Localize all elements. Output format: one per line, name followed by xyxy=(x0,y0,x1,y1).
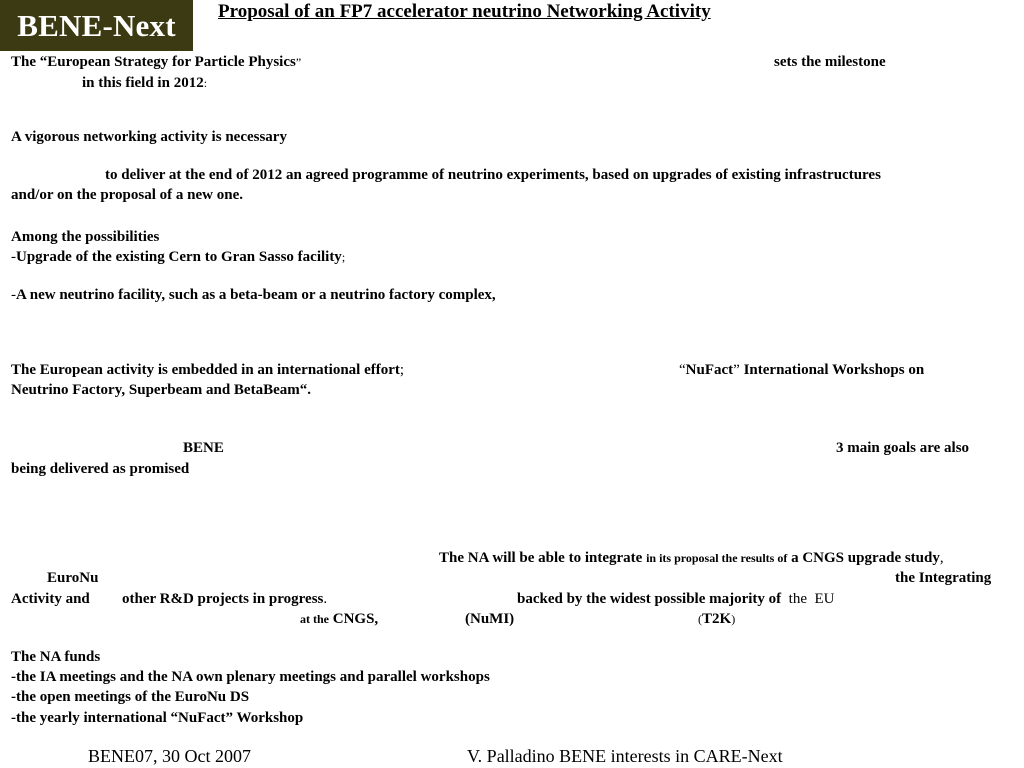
quote-close: ” xyxy=(733,362,740,378)
na-activity: Activity and xyxy=(11,591,90,607)
period: . xyxy=(323,591,328,607)
bene-line-2: being delivered as promised xyxy=(11,461,190,477)
funds-item: -the IA meetings and the NA own plenary meetings and parallel workshops xyxy=(11,669,490,685)
quote-open: “ xyxy=(679,362,686,378)
na-at-the: at the xyxy=(300,612,329,626)
european-line-1 xyxy=(11,361,404,379)
european-line-2: Neutrino Factory, Superbeam and BetaBeam“. xyxy=(11,382,311,398)
na-line-1 xyxy=(439,549,944,567)
footer-right: V. Palladino BENE interests in CARE-Next xyxy=(467,746,783,766)
na-integrating: the Integrating xyxy=(895,570,992,586)
bene-goals: 3 main goals are also xyxy=(836,440,970,456)
nufact-name: NuFact xyxy=(685,362,734,378)
possibility-text-1: Upgrade of the existing Cern to Gran Sasso facility xyxy=(16,249,342,265)
nufact-line xyxy=(679,361,924,379)
paren-open: ( xyxy=(698,612,702,626)
strategy-colon: : xyxy=(203,76,208,90)
na-at-cngs xyxy=(300,610,378,628)
na-t2k: T2K xyxy=(702,611,732,627)
funds-heading: The NA funds xyxy=(11,649,101,665)
funds-item: -the open meetings of the EuroNu DS xyxy=(11,689,250,705)
semicolon: ; xyxy=(399,362,405,378)
possibilities-heading: Among the possibilities xyxy=(11,229,160,245)
bene-name: BENE xyxy=(183,440,224,456)
na-backed-line xyxy=(517,590,835,608)
dash: - xyxy=(11,287,16,303)
semicolon: ; xyxy=(341,250,346,264)
possibility-item-2 xyxy=(11,286,496,304)
strategy-text: The “European Strategy for Particle Physics xyxy=(11,54,296,70)
slide-title: Proposal of an FP7 accelerator neutrino Networking Activity xyxy=(218,1,711,22)
possibility-text-2: A new neutrino facility, such as a beta-beam or a neutrino factory complex, xyxy=(16,287,496,303)
possibility-item-1 xyxy=(11,248,345,266)
deliver-line-2: and/or on the proposal of a new one. xyxy=(11,187,243,203)
nufact-workshops: International Workshops on xyxy=(743,362,925,378)
strategy-line xyxy=(11,53,301,71)
bene-next-logo: BENE-Next xyxy=(0,0,193,51)
na-eu: EU xyxy=(814,591,835,607)
na-backed: backed by the widest possible majority of xyxy=(517,591,782,607)
paren-close: ) xyxy=(731,612,736,626)
strategy-field: in this field in 2012 xyxy=(82,75,204,91)
footer-left: BENE07, 30 Oct 2007 xyxy=(88,746,251,766)
na-numi: (NuMI) xyxy=(465,611,515,627)
na-integrate: The NA will be able to integrate xyxy=(439,550,643,566)
na-results: in its proposal the results of xyxy=(646,551,788,565)
funds-item: -the yearly international “NuFact” Workshop xyxy=(11,710,304,726)
strategy-milestone: sets the milestone xyxy=(774,54,886,70)
na-other: other R&D projects in progress xyxy=(122,591,324,607)
comma: , xyxy=(939,550,944,566)
na-cngs: CNGS, xyxy=(332,611,379,627)
european-embedded: The European activity is embedded in an international effort xyxy=(11,362,400,378)
vigorous-line: A vigorous networking activity is necessary xyxy=(11,129,287,145)
na-cngs-study: a CNGS upgrade study xyxy=(791,550,940,566)
na-euronu: EuroNu xyxy=(47,570,99,586)
na-the: the xyxy=(788,591,807,607)
dash: - xyxy=(11,249,16,265)
deliver-line-1: to deliver at the end of 2012 an agreed programme of neutrino experiments, based on upgrades of existing infrastructures xyxy=(105,167,881,183)
strategy-close-quote: ” xyxy=(295,55,302,69)
na-other-line xyxy=(122,590,327,608)
na-t2k-line xyxy=(698,610,735,628)
strategy-field-line xyxy=(82,74,207,92)
